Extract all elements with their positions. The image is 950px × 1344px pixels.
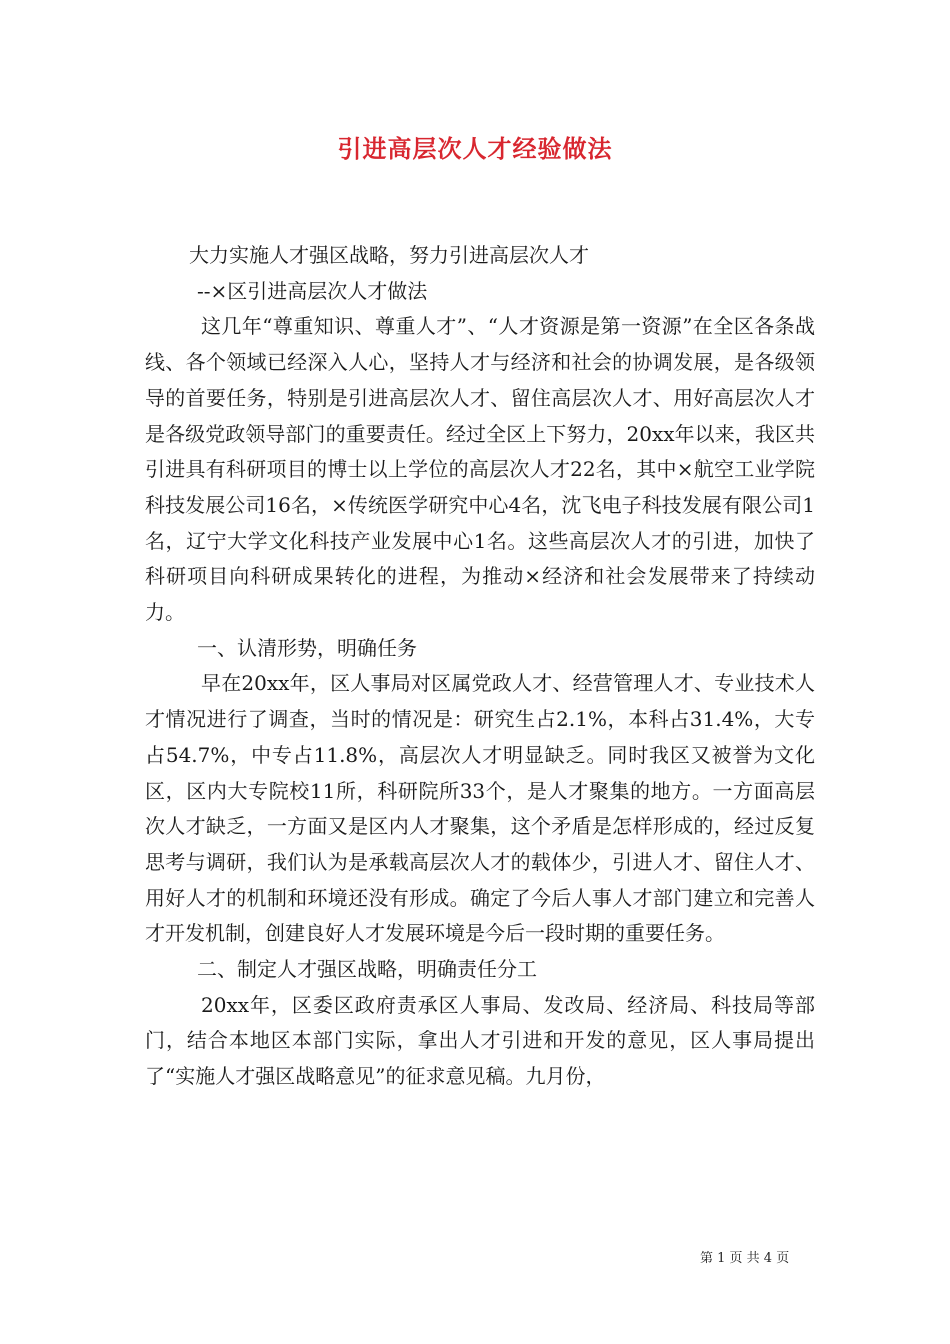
paragraph-situation: 早在20xx年，区人事局对区属党政人才、经营管理人才、专业技术人才情况进行了调查，当时的情况是：研究生占2.1%，本科占31.4%，大专占54.7%，中专占11.8%，高层次人才明显缺乏。同时我区又被誉为文化区，区内大专院校11所，科研院所33个，是人才聚集的地方。一方面高层次人才缺乏，一方面又是区内人才聚集，这个矛盾是怎样形成的，经过反复思考与调研，我们认为是承载高层次人才的载体少，引进人才、留住人才、用好人才的机制和环境还没有形成。确定了今后人事人才部门建立和完善人才开发机制，创建良好人才发展环境是今后一段时期的重要任务。 bbox=[145, 671, 815, 946]
section-heading-1: 一、认清形势，明确任务 bbox=[197, 635, 417, 660]
document-body bbox=[145, 238, 815, 1095]
paragraph-intro: 这几年“尊重知识、尊重人才”、“人才资源是第一资源”在全区各条战线、各个领域已经深入人心，坚持人才与经济和社会的协调发展，是各级领导的首要任务，特别是引进高层次人才、留住高层次人才、用好高层次人才是各级党政领导部门的重要责任。经过全区上下努力，20xx年以来，我区共引进具有科研项目的博士以上学位的高层次人才22名，其中×航空工业学院科技发展公司16名，×传统医学研究中心4名，沈飞电子科技发展有限公司1名，辽宁大学文化科技产业发展中心1名。这些高层次人才的引进，加快了科研项目向科研成果转化的进程，为推动×经济和社会发展带来了持续动力。 bbox=[145, 314, 815, 625]
document-title: 引进高层次人才经验做法 bbox=[337, 134, 613, 163]
document-subtitle: --×区引进高层次人才做法 bbox=[197, 278, 428, 303]
page-number-footer: 第 1 页 共 4 页 bbox=[700, 1251, 790, 1266]
paragraph-strategy: 20xx年，区委区政府责承区人事局、发改局、经济局、科技局等部门，结合本地区本部门实际，拿出人才引进和开发的意见，区人事局提出了“实施人才强区战略意见”的征求意见稿。九月份， bbox=[145, 992, 815, 1089]
document-heading: 大力实施人才强区战略，努力引进高层次人才 bbox=[189, 243, 589, 267]
section-heading-2: 二、制定人才强区战略，明确责任分工 bbox=[197, 957, 537, 982]
